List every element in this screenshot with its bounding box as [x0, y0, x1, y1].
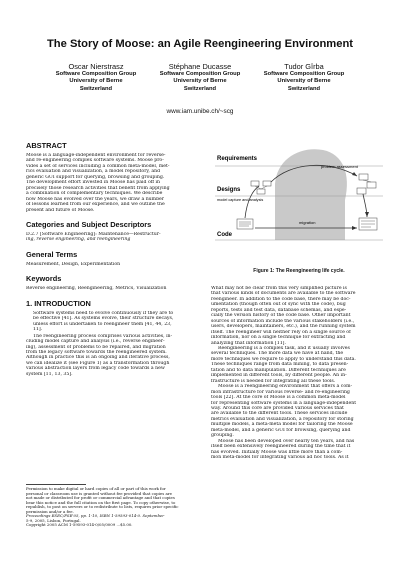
general-terms-heading: General Terms [26, 249, 78, 259]
text-line: grouping. [211, 433, 234, 439]
text-line: more techniques we require to apply to understand this data. [211, 356, 356, 362]
categories-text [26, 232, 202, 243]
design-box [357, 188, 366, 194]
text-line: tation and to data manipulation. Different techniques are [211, 367, 346, 373]
author-org: University of Berne [173, 78, 227, 85]
footnote-divider [26, 484, 86, 485]
text-line: how Moose has evolved over the years, we draw a number [26, 196, 165, 202]
abstract-text [26, 153, 202, 213]
text-line: mon infrastructure for various reverse- and re-engineering [211, 389, 350, 395]
intro-paragraph-2 [26, 334, 202, 378]
text-line: vides a set of services including a common meta-model, met- [26, 163, 170, 169]
text-line: reengineer. In addition to the code base, there may be doc- [211, 296, 351, 302]
transformation-cloud [275, 149, 347, 240]
left-column [26, 141, 202, 377]
problem-assessment-label: problem assessment [321, 164, 358, 169]
lifecycle-diagram [211, 144, 387, 264]
design-box [257, 189, 265, 194]
text-line: we can idealize it (see Figure 1) as a transformation through [26, 360, 170, 366]
text-line: Moose is a language-independent environment for reverse- [26, 153, 166, 158]
abstract-heading: ABSTRACT [26, 141, 67, 150]
author-country: Switzerland [183, 85, 217, 92]
text-line: 11]. [33, 327, 43, 333]
author-name: Stéphane Ducasse [168, 62, 232, 71]
text-line: information, nor on a single technique for extracting and [211, 335, 346, 341]
text-line: users, developers, maintainers, etc.), and the running system [211, 324, 356, 330]
text-line: way. Around this core are provided various services that [211, 405, 344, 411]
text-line: itself. The reengineer will neither rely on a single source of [211, 329, 351, 335]
text-line: sources of information include the various stakeholders (i.e., [211, 318, 355, 324]
text-line: cially the version history of the code base. Other important [211, 313, 351, 319]
text-line: unless effort is undertaken to reengineer them [41, 44, 23, [33, 321, 172, 327]
arrow-head [365, 212, 369, 217]
keywords-text [26, 286, 202, 291]
author-org: University of Berne [277, 78, 331, 85]
text-line: The development effort invested in Moose has paid off in [26, 180, 160, 186]
arrow-head [352, 172, 357, 176]
introduction-heading: 1. INTRODUCTION [26, 298, 91, 308]
text-line: cluding model capture and analysis (i.e., reverse engineer- [26, 339, 165, 345]
text-line: of lessons learned from our experience, and we outline the [26, 202, 165, 208]
text-line: from the legacy software towards the reengineered system. [26, 349, 167, 355]
design-box [251, 181, 259, 186]
text-line: are available to the different tools. These services include [211, 411, 348, 417]
author-name: Oscar Nierstrasz [68, 62, 124, 71]
text-line: mon meta-model for integrating various ad hoc tools. As it [211, 455, 349, 461]
author-group: Software Composition Group [263, 70, 345, 77]
keywords-heading: Keywords [26, 274, 62, 284]
arrow-head [352, 226, 357, 230]
text-line: itself been extensively reengineered during the time that it [211, 444, 351, 450]
text-line: metrics evaluation and visualization, a repository for storing [211, 416, 354, 422]
text-line: The reengineering process comprises various activities, in- [33, 333, 173, 339]
categories-heading: Categories and Subject Descriptors [26, 219, 152, 229]
text-line: that various kinds of documents are available to the software [211, 291, 356, 297]
requirements-label: Requirements [217, 156, 258, 162]
text-line: What may not be clear from this very simplified picture is [211, 286, 347, 291]
group-url: www.iam.unibe.ch/~scg [166, 108, 234, 115]
code-label: Code [217, 232, 232, 238]
text-line: permission and/or a fee. [26, 509, 74, 514]
text-line: Proceedings ESEC/FSE'05, pp. 1-10, ISBN 1-59593-014-0. September [26, 514, 165, 518]
design-box [359, 174, 368, 180]
text-line: Measurement, Design, Experimentation [26, 261, 121, 267]
text-line: Permission to make digital or hard copies of all or part of this work for [26, 487, 166, 491]
text-line: umentation (though often out of sync with the code), bug [211, 302, 346, 308]
model-capture-label: model capture and analysis [217, 198, 264, 202]
author-group: Software Composition Group [159, 70, 241, 77]
design-box [367, 182, 376, 188]
text-line: Although in practice this is an ongoing and iterative process, [26, 355, 170, 361]
designs-label: Designs [217, 187, 241, 193]
design-box [263, 181, 271, 186]
text-line: reports, tests and test data, database schemas, and espe- [211, 307, 347, 313]
text-line: These techniques range from data mining, to data presen- [211, 362, 349, 368]
reengineering-lifecycle-figure [211, 144, 387, 264]
text-line: multiple models, a meta-meta model for tailoring the Moose [211, 422, 353, 428]
text-line: meta-model, and a generic GUI for browsing, querying and [211, 427, 351, 433]
text-line: implemented in different tools, by different people. An in- [211, 373, 347, 379]
text-line: several techniques. The more data we have at hand, the [211, 351, 344, 357]
figure-caption: Figure 1: The Reengineering life cycle. [253, 268, 345, 274]
text-line: not made or distributed for profit or commercial advantage and that copies [26, 496, 175, 500]
text-line: Moose is a reengineering environment that offers a com- [218, 384, 353, 390]
right-paragraph-4 [211, 439, 387, 461]
text-line: for representing software systems in a language-independent [211, 400, 357, 406]
author-org: University of Berne [69, 78, 123, 85]
intro-paragraph-1 [26, 311, 202, 333]
text-line: bear this notice and the full citation on the first page. To copy otherwise, to [26, 500, 176, 505]
text-line: system [11, 13, 35]. [26, 371, 73, 377]
author-country: Switzerland [287, 85, 321, 92]
text-line: present and future of Moose. [26, 207, 95, 213]
text-line: ing, reverse engineering, and reengineering [26, 237, 131, 243]
text-line: Moose has been developed over nearly ten years, and has [218, 438, 355, 444]
author-group: Software Composition Group [55, 70, 137, 77]
text-line: 5-9, 2005, Lisbon, Portugal. [26, 518, 81, 523]
text-line: frastructure is needed for integrating all these tools. [211, 378, 336, 384]
text-line: Reengineering is a complex task, and it usually involves [218, 345, 350, 351]
text-line: Software systems need to evolve continuously if they are to [33, 310, 174, 316]
right-paragraph-3 [211, 384, 387, 439]
design-link [261, 186, 267, 189]
text-line: tools [22]. At the core of Moose is a common meta-model [211, 395, 346, 401]
right-paragraph-2 [211, 346, 387, 384]
text-line: has evolved. Initially Moose was little more than a com- [211, 449, 343, 455]
migration-label: migration [299, 220, 316, 225]
right-paragraph-1 [211, 286, 387, 346]
text-line: be effective [41]. As systems evolve, their structure decays, [33, 316, 174, 322]
author-3 [242, 63, 366, 93]
text-line: precisely those research activities that benefit from applying [26, 185, 170, 191]
author-block [0, 63, 400, 113]
text-line: republish, to post on servers or to redistribute to lists, requires prior specific [26, 505, 179, 509]
text-line: various abstraction layers from legacy code towards a new [26, 366, 165, 372]
general-terms-text [26, 262, 202, 267]
paper-title: The Story of Moose: an Agile Reengineering Environment [46, 38, 354, 50]
author-name: Tudor Gîrba [284, 62, 324, 71]
text-line: rics evaluation and visualization, a model repository, and [26, 169, 161, 175]
text-line: a combination of complementary techniques. We describe [26, 191, 163, 197]
copyright-footnote [26, 487, 202, 528]
text-line: Copyright 2005 ACM 1-59593-014-0/05/0009 ...$5.00. [26, 523, 133, 527]
text-line: and re-engineering complex software systems. Moose pro- [26, 158, 164, 164]
text-line: Reverse engineering, Reengineering, Metrics, Visualization [26, 286, 167, 292]
author-country: Switzerland [79, 85, 113, 92]
text-line: generic GUI support for querying, browsing and grouping. [26, 174, 165, 180]
text-line: personal or classroom use is granted without fee provided that copies are [26, 491, 172, 496]
text-line: ing), assessment of problems to be repaired, and migration [26, 344, 166, 350]
text-line: analyzing that information [11]. [211, 340, 286, 346]
right-column [211, 286, 387, 461]
text-line: D.2.7 [Software Engineering]: Maintenance—Restructur- [26, 231, 161, 237]
design-link [363, 180, 371, 182]
